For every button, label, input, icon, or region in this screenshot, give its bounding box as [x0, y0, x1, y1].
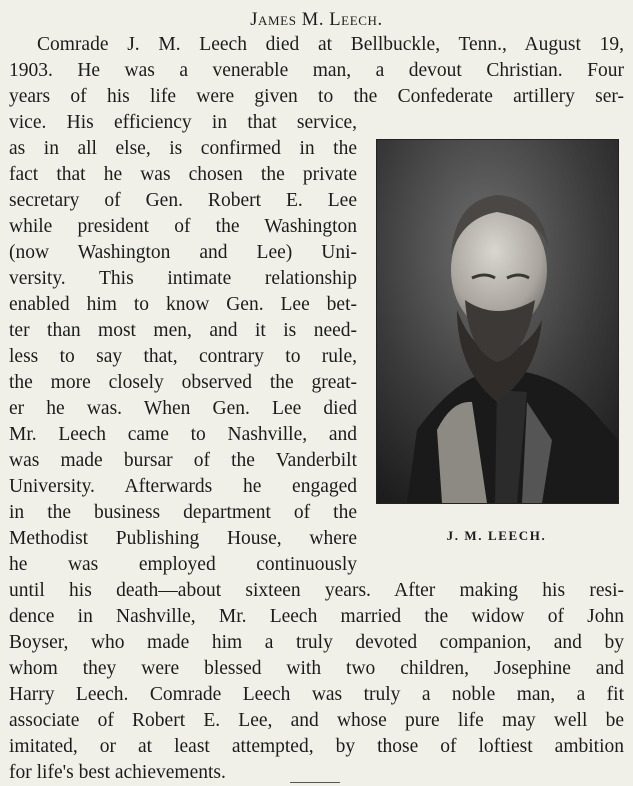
text-line-18: University. Afterwards he engaged: [9, 476, 357, 497]
portrait-photo: [376, 139, 619, 504]
text-line-21: he was employed continuously: [9, 554, 357, 575]
text-line-8: while president of the Washington: [9, 216, 357, 237]
text-line-27: associate of Robert E. Lee, and whose pure life may well be: [9, 710, 624, 731]
text-line-3: years of his life were given to the Confederate artillery ser-: [9, 86, 624, 107]
text-line-4: vice. His efficiency in that service,: [9, 112, 357, 133]
text-line-1: Comrade J. M. Leech died at Bellbuckle, Tenn., August 19,: [37, 34, 624, 55]
text-line-15: er he was. When Gen. Lee died: [9, 398, 357, 419]
text-line-9: (now Washington and Lee) Uni-: [9, 242, 357, 263]
photo-caption: J. M. LEECH.: [446, 528, 547, 543]
text-line-19: in the business department of the: [9, 502, 357, 523]
text-line-2: 1903. He was a venerable man, a devout Christian. Four: [9, 60, 624, 81]
text-line-5: as in all else, is confirmed in the: [9, 138, 357, 159]
text-line-28: imitated, or at least attempted, by those of loftiest ambition: [9, 736, 624, 757]
article-title: James M. Leech.: [250, 10, 383, 30]
text-line-17: was made bursar of the Vanderbilt: [9, 450, 357, 471]
text-line-26: Harry Leech. Comrade Leech was truly a noble man, a fit: [9, 684, 624, 705]
text-line-10: versity. This intimate relationship: [9, 268, 357, 289]
footer-rule: [290, 782, 340, 783]
text-line-24: Boyser, who made him a truly devoted companion, and by: [9, 632, 624, 653]
text-line-12: ter than most men, and it is need-: [9, 320, 357, 341]
text-line-23: dence in Nashville, Mr. Leech married the widow of John: [9, 606, 624, 627]
text-line-29: for life's best achievements.: [9, 762, 226, 783]
text-line-25: whom they were blessed with two children, Josephine and: [9, 658, 624, 679]
text-line-20: Methodist Publishing House, where: [9, 528, 357, 549]
text-line-13: less to say that, contrary to rule,: [9, 346, 357, 367]
text-line-14: the more closely observed the great-: [9, 372, 357, 393]
text-line-22: until his death—about sixteen years. After making his resi-: [9, 580, 624, 601]
text-line-16: Mr. Leech came to Nashville, and: [9, 424, 357, 445]
text-line-6: fact that he was chosen the private: [9, 164, 357, 185]
text-line-7: secretary of Gen. Robert E. Lee: [9, 190, 357, 211]
text-line-11: enabled him to know Gen. Lee bet-: [9, 294, 357, 315]
